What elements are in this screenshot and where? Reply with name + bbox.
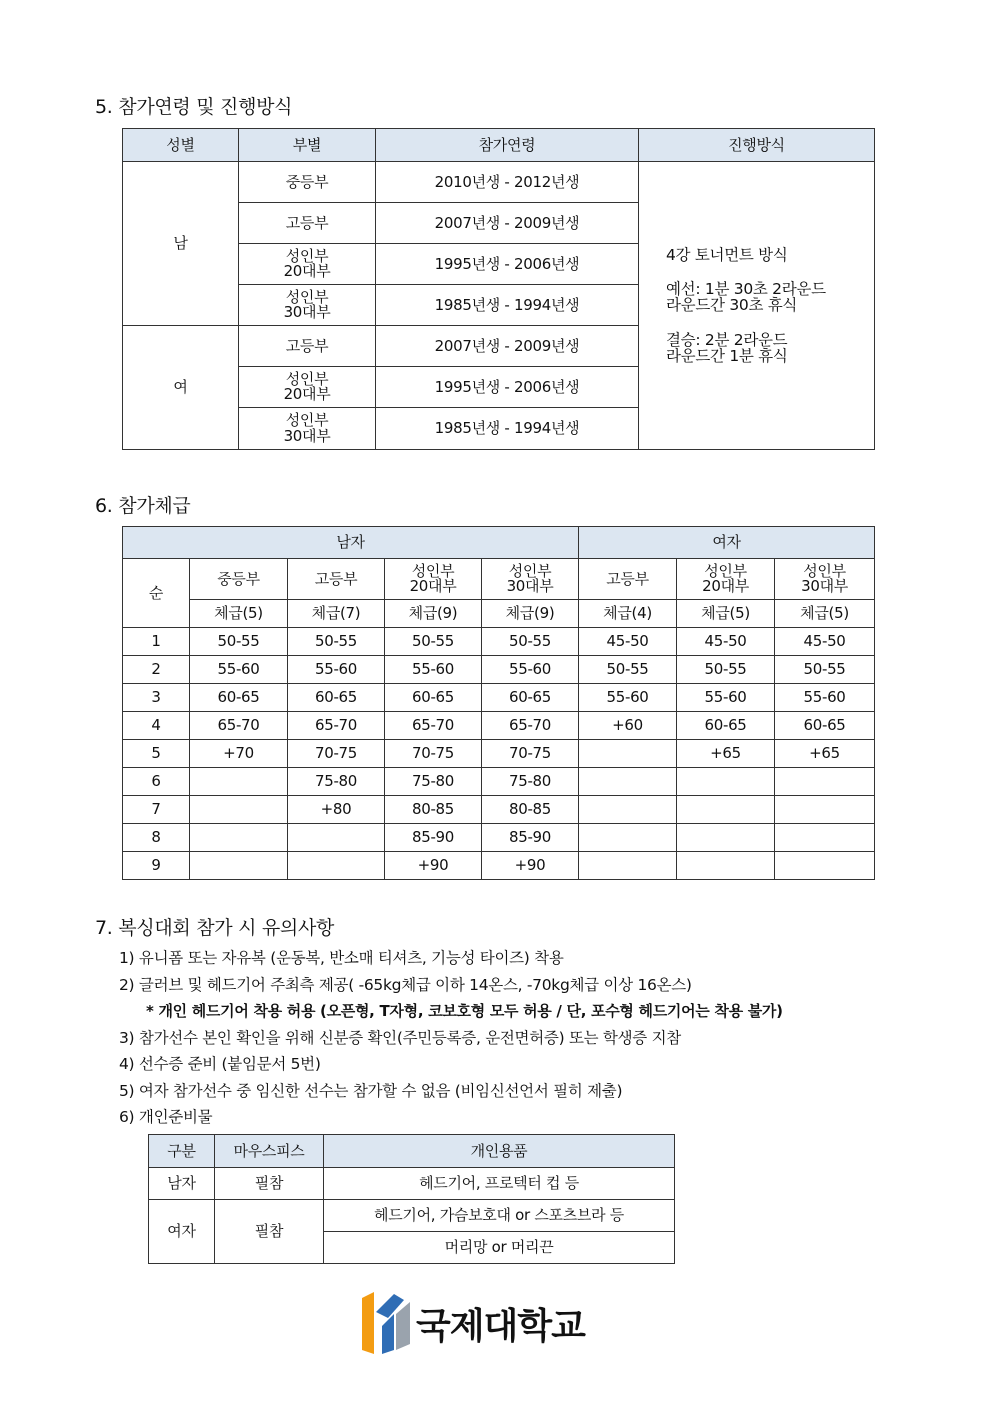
weight-cell: 80-85 [385, 796, 482, 824]
weight-cell [288, 824, 385, 852]
division-header [775, 559, 875, 600]
weight-cell: 45-50 [579, 628, 677, 656]
progress-cell [639, 162, 875, 450]
order-header: 순 [123, 559, 190, 628]
division-line1: 성인부 [508, 561, 552, 580]
weight-cell: 85-90 [385, 824, 482, 852]
progress-line: 라운드간 30초 휴식 [666, 296, 798, 315]
weight-cell: 50-55 [775, 656, 875, 684]
weight-rows [123, 628, 875, 880]
weight-cell: 55-60 [677, 684, 775, 712]
division-header [677, 559, 775, 600]
weight-cell: +70 [190, 740, 288, 768]
weight-cell: 75-80 [385, 768, 482, 796]
weight-cell [775, 852, 875, 880]
weight-cell: 60-65 [482, 684, 579, 712]
weight-cell: 75-80 [288, 768, 385, 796]
note-item: 1) 유니폼 또는 자유복 (운동복, 반소매 티셔츠, 기능성 타이즈) 착용 [119, 949, 564, 967]
weight-cell: 60-65 [775, 712, 875, 740]
weight-cell: 50-55 [482, 628, 579, 656]
weight-cell [579, 824, 677, 852]
weight-cell: 65-70 [385, 712, 482, 740]
weight-cell [775, 824, 875, 852]
note-item: 4) 선수증 준비 (붙임문서 5번) [119, 1055, 321, 1073]
division-line1: 성인부 [285, 287, 329, 306]
section6-heading: 6. 참가체급 [95, 495, 191, 517]
class-count: 체급(5) [775, 600, 875, 628]
weight-cell [288, 852, 385, 880]
progress-line-group [666, 332, 874, 365]
section5-heading: 5. 참가연령 및 진행방식 [95, 96, 293, 118]
weight-cell: 50-55 [677, 656, 775, 684]
weight-cell: 50-55 [579, 656, 677, 684]
row-order: 5 [123, 740, 190, 768]
class-count: 체급(7) [288, 600, 385, 628]
weight-cell [190, 824, 288, 852]
row-order: 3 [123, 684, 190, 712]
weight-table [122, 526, 875, 880]
weight-cell: 70-75 [385, 740, 482, 768]
note-item: 2) 글러브 및 헤드기어 주최측 제공( -65kg체급 이하 14온스, -70kg체급 이상 16온스) [119, 975, 692, 994]
row-order: 8 [123, 824, 190, 852]
equip-female-mouthpiece: 필참 [215, 1200, 324, 1264]
university-logo [360, 1292, 632, 1356]
weight-cell: 50-55 [288, 628, 385, 656]
weight-cell [775, 768, 875, 796]
division-header [482, 559, 579, 600]
division-line2: 20대부 [283, 262, 331, 280]
equip-female-label: 여자 [149, 1200, 215, 1264]
weight-cell: 75-80 [482, 768, 579, 796]
weight-cell: 65-70 [288, 712, 385, 740]
division-line1: 성인부 [285, 246, 329, 265]
weight-cell: 85-90 [482, 824, 579, 852]
division-header: 중등부 [190, 559, 288, 600]
weight-cell [677, 796, 775, 824]
division-cell: 고등부 [239, 203, 376, 244]
age-cell: 1995년생 - 2006년생 [376, 367, 639, 408]
age-cell: 2007년생 - 2009년생 [376, 203, 639, 244]
class-count: 체급(5) [190, 600, 288, 628]
class-count: 체급(4) [579, 600, 677, 628]
weight-cell: +65 [677, 740, 775, 768]
progress-line: 결승: 2분 2라운드 [666, 330, 788, 349]
note-item: 3) 참가선수 본인 확인을 위해 신분증 확인(주민등록증, 운전면허증) 또는 학생증 지참 [119, 1028, 681, 1047]
weight-cell: 65-70 [190, 712, 288, 740]
row-order: 9 [123, 852, 190, 880]
division-line1: 성인부 [285, 369, 329, 388]
row-order: 6 [123, 768, 190, 796]
row-order: 4 [123, 712, 190, 740]
weight-cell [579, 740, 677, 768]
note-item: 5) 여자 참가선수 중 임신한 선수는 참가할 수 없음 (비임신선언서 필히 제출) [119, 1081, 623, 1100]
equip-header-mouthpiece: 마우스피스 [215, 1135, 324, 1168]
gender-female: 여 [123, 326, 239, 450]
weight-row [123, 796, 875, 824]
equip-male-mouthpiece: 필참 [215, 1168, 324, 1200]
division-line1: 성인부 [411, 561, 455, 580]
division-line1: 성인부 [285, 411, 329, 430]
division-header: 고등부 [288, 559, 385, 600]
division-cell [239, 367, 376, 408]
weight-cell: 70-75 [288, 740, 385, 768]
age-cell: 2010년생 - 2012년생 [376, 162, 639, 203]
header-gender: 성별 [123, 129, 239, 162]
age-cell: 1985년생 - 1994년생 [376, 285, 639, 326]
logo-text: 국제대학교 [416, 1306, 585, 1347]
division-header: 고등부 [579, 559, 677, 600]
weight-cell [579, 768, 677, 796]
division-cell: 고등부 [239, 326, 376, 367]
equip-header-type: 구분 [149, 1135, 215, 1168]
weight-row [123, 628, 875, 656]
division-line2: 30대부 [283, 426, 331, 445]
weight-row [123, 684, 875, 712]
equip-header-items: 개인용품 [324, 1135, 675, 1168]
division-cell: 중등부 [239, 162, 376, 203]
male-group-header: 남자 [123, 527, 579, 559]
class-count: 체급(5) [677, 600, 775, 628]
age-table [122, 128, 875, 450]
weight-cell: +60 [579, 712, 677, 740]
progress-line: 라운드간 1분 휴식 [666, 346, 788, 365]
weight-cell: 65-70 [482, 712, 579, 740]
weight-row [123, 852, 875, 880]
weight-cell: +90 [385, 852, 482, 880]
weight-cell: +90 [482, 852, 579, 880]
equip-female-items: 헤드기어, 가슴보호대 or 스포츠브라 등 [324, 1200, 675, 1232]
weight-cell: 55-60 [482, 656, 579, 684]
weight-cell: 60-65 [677, 712, 775, 740]
equip-male-label: 남자 [149, 1168, 215, 1200]
progress-line-group [666, 281, 874, 314]
row-order: 1 [123, 628, 190, 656]
weight-row [123, 740, 875, 768]
weight-row [123, 768, 875, 796]
weight-cell: 55-60 [288, 656, 385, 684]
division-line2: 30대부 [801, 577, 848, 595]
weight-row [123, 656, 875, 684]
weight-cell: 50-55 [385, 628, 482, 656]
age-cell: 1995년생 - 2006년생 [376, 244, 639, 285]
weight-cell [775, 796, 875, 824]
class-count: 체급(9) [482, 600, 579, 628]
header-division: 부별 [239, 129, 376, 162]
weight-cell: +65 [775, 740, 875, 768]
notes-list [119, 945, 783, 1131]
division-cell [239, 285, 376, 326]
age-cell: 1985년생 - 1994년생 [376, 408, 639, 450]
equip-male-items: 헤드기어, 프로텍터 컵 등 [324, 1168, 675, 1200]
weight-cell: 70-75 [482, 740, 579, 768]
weight-cell [579, 796, 677, 824]
class-count: 체급(9) [385, 600, 482, 628]
weight-cell: 55-60 [385, 656, 482, 684]
division-line2: 30대부 [283, 303, 331, 321]
age-cell: 2007년생 - 2009년생 [376, 326, 639, 367]
row-order: 7 [123, 796, 190, 824]
division-cell [239, 244, 376, 285]
weight-cell: 50-55 [190, 628, 288, 656]
weight-cell: 45-50 [775, 628, 875, 656]
row-order: 2 [123, 656, 190, 684]
weight-row [123, 824, 875, 852]
weight-cell [677, 852, 775, 880]
weight-cell [579, 852, 677, 880]
female-group-header: 여자 [579, 527, 875, 559]
weight-cell [190, 768, 288, 796]
gender-male: 남 [123, 162, 239, 326]
weight-cell [677, 768, 775, 796]
weight-cell: 60-65 [190, 684, 288, 712]
weight-cell: 80-85 [482, 796, 579, 824]
progress-line: 4강 토너먼트 방식 [666, 245, 788, 264]
division-line1: 성인부 [803, 561, 846, 580]
weight-cell [677, 824, 775, 852]
weight-cell: 60-65 [288, 684, 385, 712]
note-item-emphasis: * 개인 헤드기어 착용 허용 (오픈형, T자형, 코보호형 모두 허용 / 단, 포수형 헤드기어는 착용 불가) [146, 1002, 783, 1020]
logo-mark-icon [360, 1292, 412, 1356]
weight-cell [190, 852, 288, 880]
division-line1: 성인부 [704, 561, 747, 580]
division-line2: 20대부 [283, 385, 331, 403]
division-line2: 20대부 [702, 577, 749, 595]
weight-row [123, 712, 875, 740]
division-line2: 20대부 [409, 577, 457, 595]
header-progress: 진행방식 [639, 129, 875, 162]
division-header [385, 559, 482, 600]
section7-heading: 7. 복싱대회 참가 시 유의사항 [95, 917, 335, 939]
header-age: 참가연령 [376, 129, 639, 162]
weight-cell: 55-60 [579, 684, 677, 712]
weight-cell: 55-60 [190, 656, 288, 684]
weight-cell: 60-65 [385, 684, 482, 712]
division-line2: 30대부 [506, 577, 554, 595]
division-cell [239, 408, 376, 450]
weight-cell [190, 796, 288, 824]
weight-cell: 55-60 [775, 684, 875, 712]
progress-line: 예선: 1분 30초 2라운드 [666, 280, 826, 299]
weight-cell: +80 [288, 796, 385, 824]
note-item: 6) 개인준비물 [119, 1108, 213, 1126]
equipment-table [148, 1134, 675, 1264]
equip-female-items: 머리망 or 머리끈 [324, 1232, 675, 1264]
weight-cell: 45-50 [677, 628, 775, 656]
